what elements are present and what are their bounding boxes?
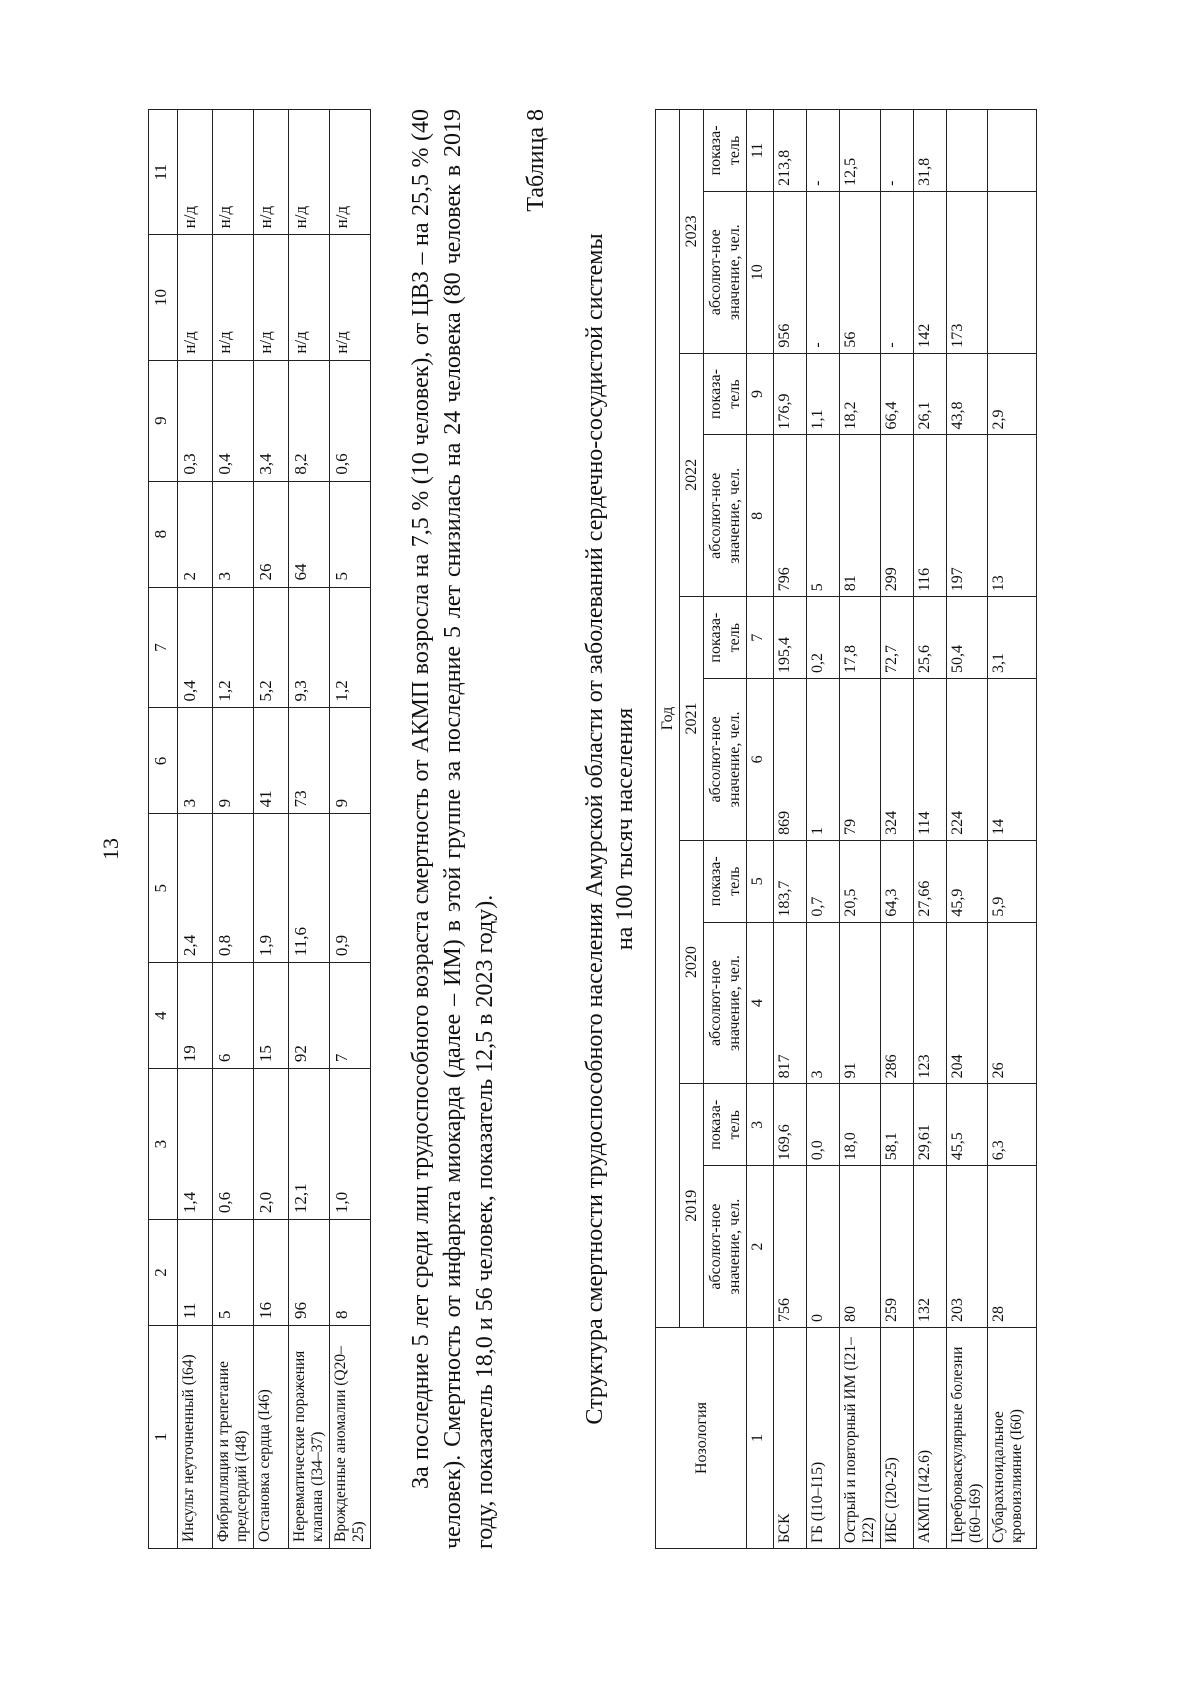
- value-cell: 5: [213, 1220, 254, 1326]
- column-number-cell: 7: [747, 597, 774, 679]
- value-cell: 114: [914, 679, 947, 841]
- table-row: [213, 110, 254, 1549]
- value-cell: 45,5: [947, 1084, 988, 1166]
- nosology-cell: Неревматические поражения клапана (I34–37): [289, 1326, 330, 1549]
- value-cell: 1,4: [178, 1069, 213, 1220]
- value-cell: 9: [213, 708, 254, 814]
- value-cell: 1,2: [330, 587, 371, 708]
- value-cell: 1: [807, 679, 840, 841]
- value-cell: 81: [840, 435, 881, 597]
- value-cell: 5,9: [988, 840, 1037, 922]
- nosology-cell: ГБ (I10–I15): [807, 1328, 840, 1549]
- nosology-cell: Остановка сердца (I46): [254, 1326, 289, 1549]
- value-cell: н/д: [254, 110, 289, 235]
- table-row: [330, 110, 371, 1549]
- value-cell: 0,9: [330, 814, 371, 963]
- continuation-table: [148, 109, 371, 1549]
- value-cell: 3: [213, 481, 254, 587]
- value-cell: н/д: [330, 235, 371, 360]
- value-cell: 58,1: [881, 1084, 914, 1166]
- nosology-cell: Инсульт неуточненный (I64): [178, 1326, 213, 1549]
- rate-header: показа-тель: [704, 840, 747, 922]
- year-cell: 2023: [680, 110, 704, 354]
- value-cell: 26: [988, 922, 1037, 1084]
- value-cell: 259: [881, 1166, 914, 1328]
- value-cell: 0,4: [213, 360, 254, 481]
- table-title-line-2: на 100 тысяч населения: [612, 707, 638, 951]
- value-cell: 0,4: [178, 587, 213, 708]
- value-cell: 2,4: [178, 814, 213, 963]
- value-cell: 3,4: [254, 360, 289, 481]
- column-number-cell: 2: [149, 1220, 178, 1326]
- column-numbers-row: [747, 110, 774, 1549]
- value-cell: 2,9: [988, 353, 1037, 435]
- nosology-cell: ИБС (I20-25): [881, 1328, 914, 1549]
- value-cell: 286: [881, 922, 914, 1084]
- value-cell: 324: [881, 679, 914, 841]
- year-header: Год: [656, 110, 680, 1328]
- table-row: [254, 110, 289, 1549]
- value-cell: 132: [914, 1166, 947, 1328]
- value-cell: 96: [289, 1220, 330, 1326]
- rate-header: показа-тель: [704, 1084, 747, 1166]
- value-cell: 817: [774, 922, 807, 1084]
- value-cell: 3,1: [988, 597, 1037, 679]
- value-cell: 0,8: [213, 814, 254, 963]
- nosology-cell: Острый и повторный ИМ (I21–I22): [840, 1328, 881, 1549]
- value-cell: [988, 110, 1037, 192]
- column-number-cell: 4: [747, 922, 774, 1084]
- value-cell: 92: [289, 963, 330, 1069]
- column-number-cell: 6: [149, 708, 178, 814]
- column-number-cell: 9: [747, 353, 774, 435]
- value-cell: 2: [178, 481, 213, 587]
- value-cell: 16: [254, 1220, 289, 1326]
- value-cell: 3: [178, 708, 213, 814]
- table-label: Таблица 8: [523, 109, 549, 212]
- value-cell: 80: [840, 1166, 881, 1328]
- value-cell: 0,6: [213, 1069, 254, 1220]
- value-cell: 12,5: [840, 110, 881, 192]
- table-row: [988, 110, 1037, 1549]
- rate-header: показа-тель: [704, 110, 747, 192]
- value-cell: 204: [947, 922, 988, 1084]
- value-cell: 1,9: [254, 814, 289, 963]
- value-cell: 6,3: [988, 1084, 1037, 1166]
- value-cell: 91: [840, 922, 881, 1084]
- value-cell: 5,2: [254, 587, 289, 708]
- value-cell: 79: [840, 679, 881, 841]
- absolute-value-header: абсолют-ное значение, чел.: [704, 679, 747, 841]
- column-number-cell: 4: [149, 963, 178, 1069]
- value-cell: 11,6: [289, 814, 330, 963]
- table-header-row: [149, 110, 178, 1549]
- absolute-value-header: абсолют-ное значение, чел.: [704, 435, 747, 597]
- column-number-cell: 1: [747, 1328, 774, 1549]
- column-number-cell: 11: [149, 110, 178, 235]
- column-number-cell: 3: [747, 1084, 774, 1166]
- value-cell: 224: [947, 679, 988, 841]
- value-cell: 25,6: [914, 597, 947, 679]
- value-cell: [988, 191, 1037, 353]
- table-row: [947, 110, 988, 1549]
- value-cell: 796: [774, 435, 807, 597]
- table-row: [807, 110, 840, 1549]
- value-cell: 1,1: [807, 353, 840, 435]
- value-cell: 299: [881, 435, 914, 597]
- value-cell: 213,8: [774, 110, 807, 192]
- value-cell: 0,6: [330, 360, 371, 481]
- value-cell: н/д: [289, 110, 330, 235]
- value-cell: 56: [840, 191, 881, 353]
- value-cell: 27,66: [914, 840, 947, 922]
- value-cell: 1,0: [330, 1069, 371, 1220]
- column-number-cell: 5: [747, 840, 774, 922]
- value-cell: 19: [178, 963, 213, 1069]
- nosology-cell: БСК: [774, 1328, 807, 1549]
- nosology-cell: АКМП (I42.6): [914, 1328, 947, 1549]
- value-cell: 169,6: [774, 1084, 807, 1166]
- value-cell: 8: [330, 1220, 371, 1326]
- value-cell: 64,3: [881, 840, 914, 922]
- header-row-year: [656, 110, 680, 1549]
- column-number-cell: 10: [149, 235, 178, 360]
- nosology-cell: Врожденные аномалии (Q20–25): [330, 1326, 371, 1549]
- rate-header: показа-тель: [704, 597, 747, 679]
- body-paragraph: [405, 109, 501, 1549]
- column-number-cell: 8: [747, 435, 774, 597]
- value-cell: 3: [807, 922, 840, 1084]
- value-cell: 29,61: [914, 1084, 947, 1166]
- value-cell: 5: [330, 481, 371, 587]
- value-cell: 0,0: [807, 1084, 840, 1166]
- value-cell: 14: [988, 679, 1037, 841]
- value-cell: 956: [774, 191, 807, 353]
- column-number-cell: 7: [149, 587, 178, 708]
- value-cell: -: [881, 191, 914, 353]
- value-cell: 8,2: [289, 360, 330, 481]
- year-cell: 2020: [680, 840, 704, 1084]
- value-cell: 26: [254, 481, 289, 587]
- year-cell: 2022: [680, 353, 704, 597]
- year-cell: 2019: [680, 1084, 704, 1328]
- absolute-value-header: абсолют-ное значение, чел.: [704, 191, 747, 353]
- nosology-cell: Фибрилляция и трепетание предсердий (I48): [213, 1326, 254, 1549]
- value-cell: 7: [330, 963, 371, 1069]
- value-cell: 45,9: [947, 840, 988, 922]
- rate-header: показа-тель: [704, 353, 747, 435]
- value-cell: 18,2: [840, 353, 881, 435]
- rotated-page: [30, 49, 1170, 1649]
- value-cell: 6: [213, 963, 254, 1069]
- value-cell: -: [881, 110, 914, 192]
- value-cell: 1,2: [213, 587, 254, 708]
- value-cell: 0: [807, 1166, 840, 1328]
- absolute-value-header: абсолют-ное значение, чел.: [704, 922, 747, 1084]
- value-cell: н/д: [254, 235, 289, 360]
- table-row: [774, 110, 807, 1549]
- paragraph-text: За последние 5 лет среди лиц трудоспособного возраста смертность от АКМП возросла на 7,5 % (10 человек), от ЦВЗ – на 25,5 % (40 человек). Смертность от инфаркта миокарда (далее – ИМ) в этой группе за последние 5 лет снизилась на 24 человека (80 человек в 2019 году, показатель 18,0 и 56 человек, показатель 12,5 в 2023 году).: [408, 109, 498, 1549]
- value-cell: 183,7: [774, 840, 807, 922]
- value-cell: н/д: [213, 235, 254, 360]
- nosology-cell: Субарахноидальное кровоизлияние (I60): [988, 1328, 1037, 1549]
- value-cell: н/д: [178, 110, 213, 235]
- value-cell: 173: [947, 191, 988, 353]
- value-cell: 869: [774, 679, 807, 841]
- value-cell: 123: [914, 922, 947, 1084]
- value-cell: 9,3: [289, 587, 330, 708]
- value-cell: 2,0: [254, 1069, 289, 1220]
- value-cell: 50,4: [947, 597, 988, 679]
- value-cell: 72,7: [881, 597, 914, 679]
- column-number-cell: 8: [149, 481, 178, 587]
- nosology-cell: Цереброваскулярные болезни (I60–I69): [947, 1328, 988, 1549]
- column-number-cell: 3: [149, 1069, 178, 1220]
- value-cell: 66,4: [881, 353, 914, 435]
- table-title: [580, 109, 640, 1549]
- column-number-cell: 9: [149, 360, 178, 481]
- value-cell: -: [807, 191, 840, 353]
- column-number-cell: 2: [747, 1166, 774, 1328]
- column-number-cell: 1: [149, 1326, 178, 1549]
- value-cell: 18,0: [840, 1084, 881, 1166]
- value-cell: 13: [988, 435, 1037, 597]
- value-cell: 0,2: [807, 597, 840, 679]
- year-cell: 2021: [680, 597, 704, 841]
- value-cell: 203: [947, 1166, 988, 1328]
- value-cell: 0,3: [178, 360, 213, 481]
- table-title-line-1: Структура смертности трудоспособного населения Амурской области от заболеваний сердечно-сосудистой системы: [582, 233, 608, 1425]
- value-cell: 17,8: [840, 597, 881, 679]
- value-cell: н/д: [213, 110, 254, 235]
- value-cell: 0,7: [807, 840, 840, 922]
- column-number-cell: 11: [747, 110, 774, 192]
- column-number-cell: 5: [149, 814, 178, 963]
- value-cell: н/д: [330, 110, 371, 235]
- value-cell: 176,9: [774, 353, 807, 435]
- column-number-cell: 6: [747, 679, 774, 841]
- value-cell: -: [807, 110, 840, 192]
- table-row: [178, 110, 213, 1549]
- value-cell: н/д: [178, 235, 213, 360]
- absolute-value-header: абсолют-ное значение, чел.: [704, 1166, 747, 1328]
- column-number-cell: 10: [747, 191, 774, 353]
- value-cell: 41: [254, 708, 289, 814]
- value-cell: 15: [254, 963, 289, 1069]
- table-row: [914, 110, 947, 1549]
- value-cell: 116: [914, 435, 947, 597]
- nosology-header: Нозология: [656, 1328, 747, 1549]
- mortality-table: [655, 109, 1037, 1549]
- value-cell: 73: [289, 708, 330, 814]
- value-cell: 12,1: [289, 1069, 330, 1220]
- page-number: 13: [98, 838, 123, 860]
- value-cell: н/д: [289, 235, 330, 360]
- value-cell: 28: [988, 1166, 1037, 1328]
- value-cell: 756: [774, 1166, 807, 1328]
- table-row: [881, 110, 914, 1549]
- value-cell: 20,5: [840, 840, 881, 922]
- value-cell: [947, 110, 988, 192]
- value-cell: 31,8: [914, 110, 947, 192]
- value-cell: 197: [947, 435, 988, 597]
- value-cell: 142: [914, 191, 947, 353]
- value-cell: 11: [178, 1220, 213, 1326]
- value-cell: 26,1: [914, 353, 947, 435]
- value-cell: 9: [330, 708, 371, 814]
- value-cell: 64: [289, 481, 330, 587]
- table-row: [289, 110, 330, 1549]
- value-cell: 195,4: [774, 597, 807, 679]
- table-row: [840, 110, 881, 1549]
- value-cell: 43,8: [947, 353, 988, 435]
- value-cell: 5: [807, 435, 840, 597]
